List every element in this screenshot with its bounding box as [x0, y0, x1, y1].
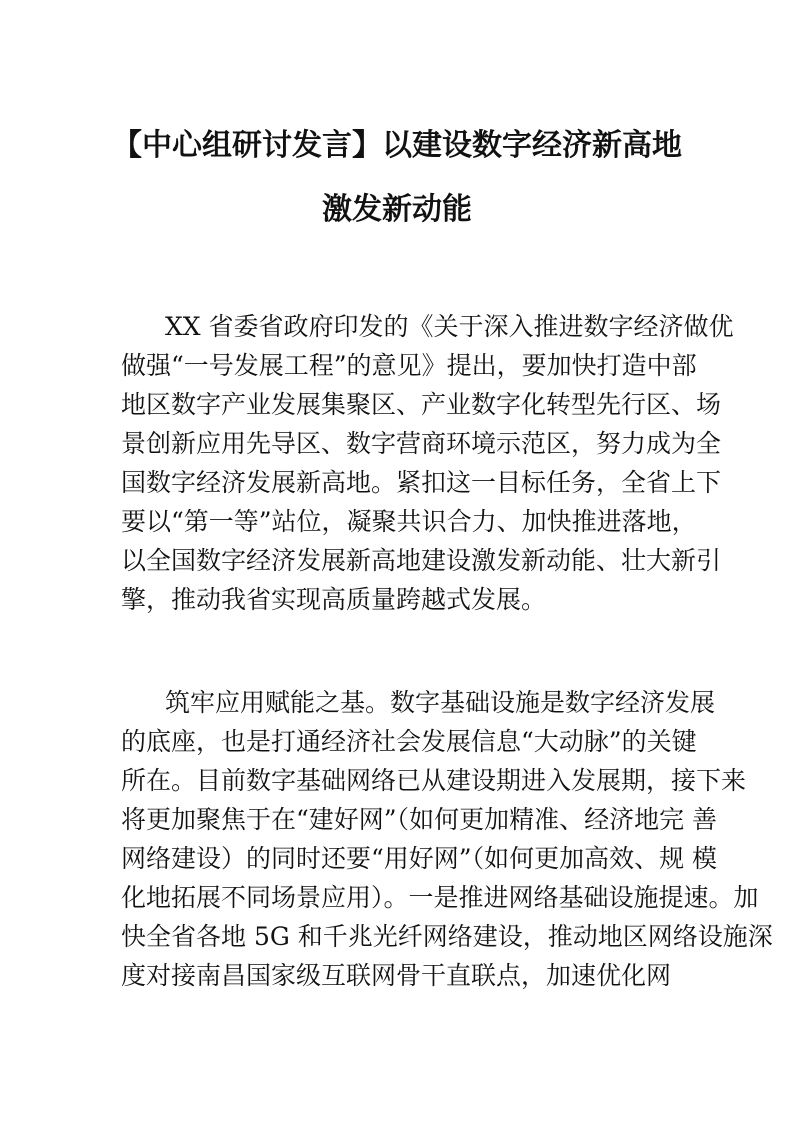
- paragraph-line: 所在。目前数字基础网络已从建设期进入发展期，接下来: [121, 766, 747, 795]
- paragraph-line: 将更加聚焦于在“建好网”（如何更加精准、经济地完 善: [121, 805, 718, 834]
- paragraph-line: 做强“一号发展工程”的意见》提出，要加快打造中部: [121, 351, 697, 380]
- paragraph-line: XX 省委省政府印发的《关于深入推进数字经济做优: [165, 312, 734, 341]
- paragraph-line: 要以“第一等”站位，凝聚共识合力、加快推进落地，: [121, 507, 697, 536]
- document-title-line-1: 【中心组研讨发言】以建设数字经济新高地: [112, 128, 682, 163]
- paragraph-line: 度对接南昌国家级互联网骨干直联点，加速优化网: [121, 961, 672, 990]
- paragraph-line: 擎，推动我省实现高质量跨越式发展。: [121, 585, 547, 614]
- paragraph-1: [121, 307, 734, 619]
- paragraph-line: 的底座，也是打通经济社会发展信息“大动脉”的关键: [121, 727, 697, 756]
- paragraph-line: 国数字经济发展新高地。紧扣这一目标任务，全省上下: [121, 468, 722, 497]
- paragraph-line: 筑牢应用赋能之基。数字基础设施是数字经济发展: [165, 688, 716, 717]
- paragraph-line: 地区数字产业发展集聚区、产业数字化转型先行区、场: [121, 390, 722, 419]
- paragraph-line: 以全国数字经济发展新高地建设激发新动能、壮大新引: [121, 546, 722, 575]
- document-title-line-2: 激发新动能: [322, 192, 472, 227]
- paragraph-line: 景创新应用先导区、数字营商环境示范区，努力成为全: [121, 429, 722, 458]
- paragraph-line: 化地拓展不同场景应用）。一是推进网络基础设施提速。加: [121, 883, 759, 912]
- paragraph-line: 快全省各地 5G 和千兆光纤网络建设，推动地区网络设施深: [121, 922, 773, 951]
- paragraph-line: 网络建设）的同时还要“用好网”（如何更加高效、规 模: [121, 844, 718, 873]
- paragraph-2: [121, 683, 773, 995]
